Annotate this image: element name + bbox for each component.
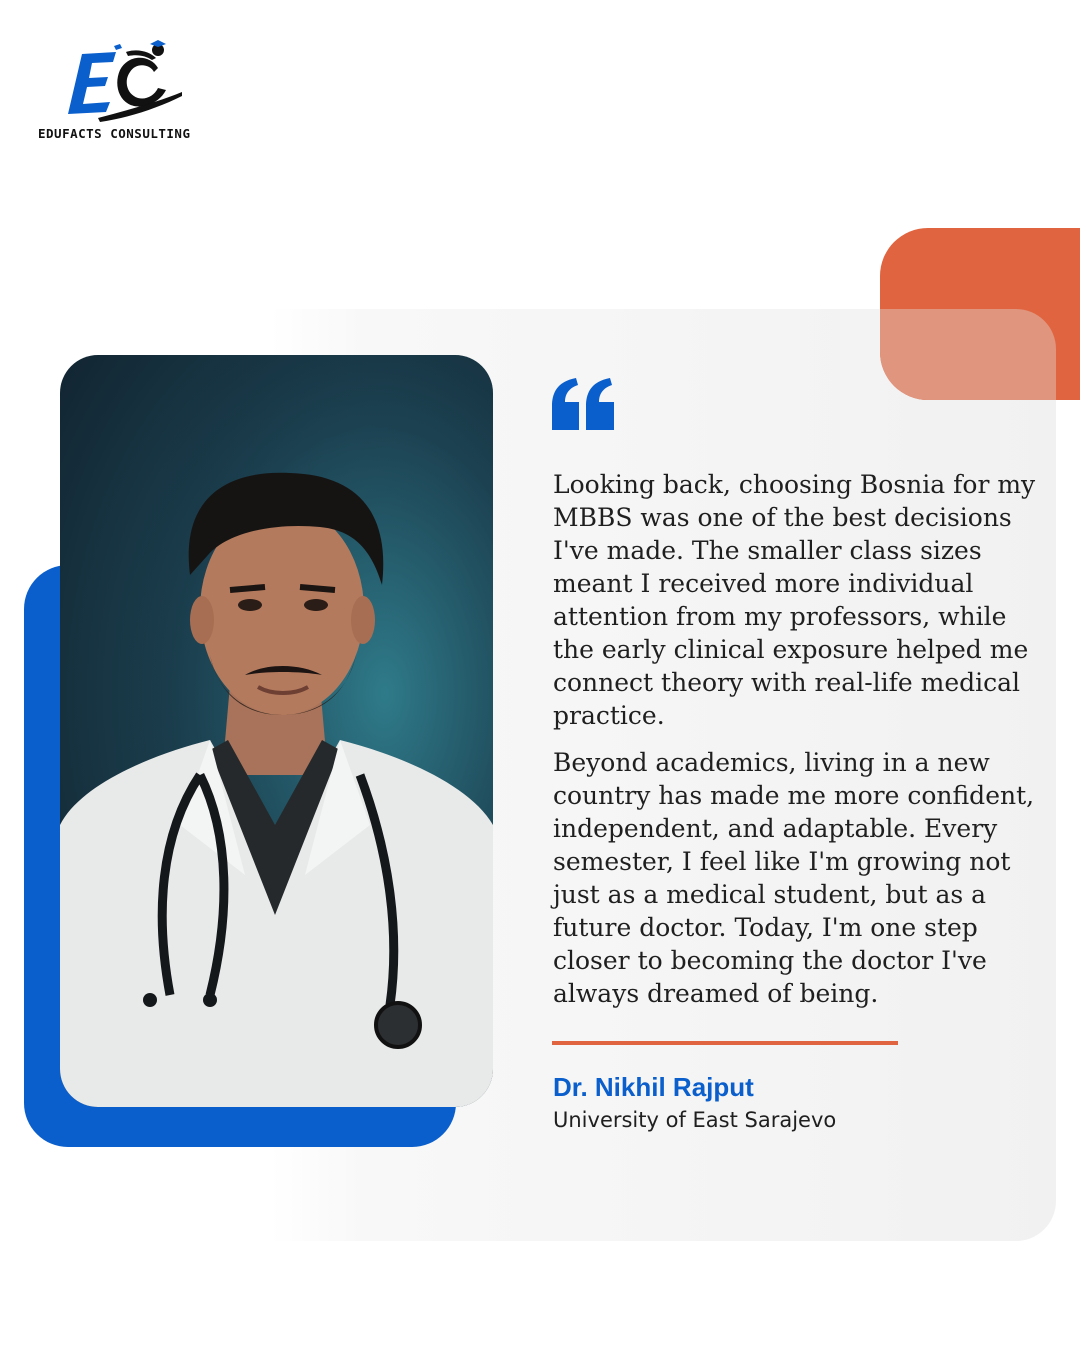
ec-monogram-icon — [58, 40, 188, 126]
orange-divider — [552, 1041, 898, 1045]
testimonial-quote — [553, 468, 1038, 1024]
doctor-portrait-icon — [60, 355, 493, 1107]
portrait-photo — [60, 355, 493, 1107]
brand-logo — [36, 40, 206, 145]
quote-open-icon — [552, 378, 616, 437]
logo-wordmark: EDUFACTS CONSULTING — [38, 126, 191, 141]
author-name: Dr. Nikhil Rajput — [553, 1072, 754, 1102]
author-university: University of East Sarajevo — [553, 1108, 837, 1132]
quote-paragraph: Looking back, choosing Bosnia for my MBBS was one of the best decisions I've made. The smaller class sizes meant I received more individual attention from my professors, while the early clinical exposure helped me connect theory with real-life medical practice. — [553, 470, 1036, 730]
accent-overlap-shape — [880, 309, 1056, 400]
quote-paragraph: Beyond academics, living in a new country has made me more confident, independent, and adaptable. Every semester, I feel like I'm growing not just as a medical student, but as a future doctor. Today, I'm one step closer to becoming the doctor I've always dreamed of being. — [553, 748, 1035, 1008]
